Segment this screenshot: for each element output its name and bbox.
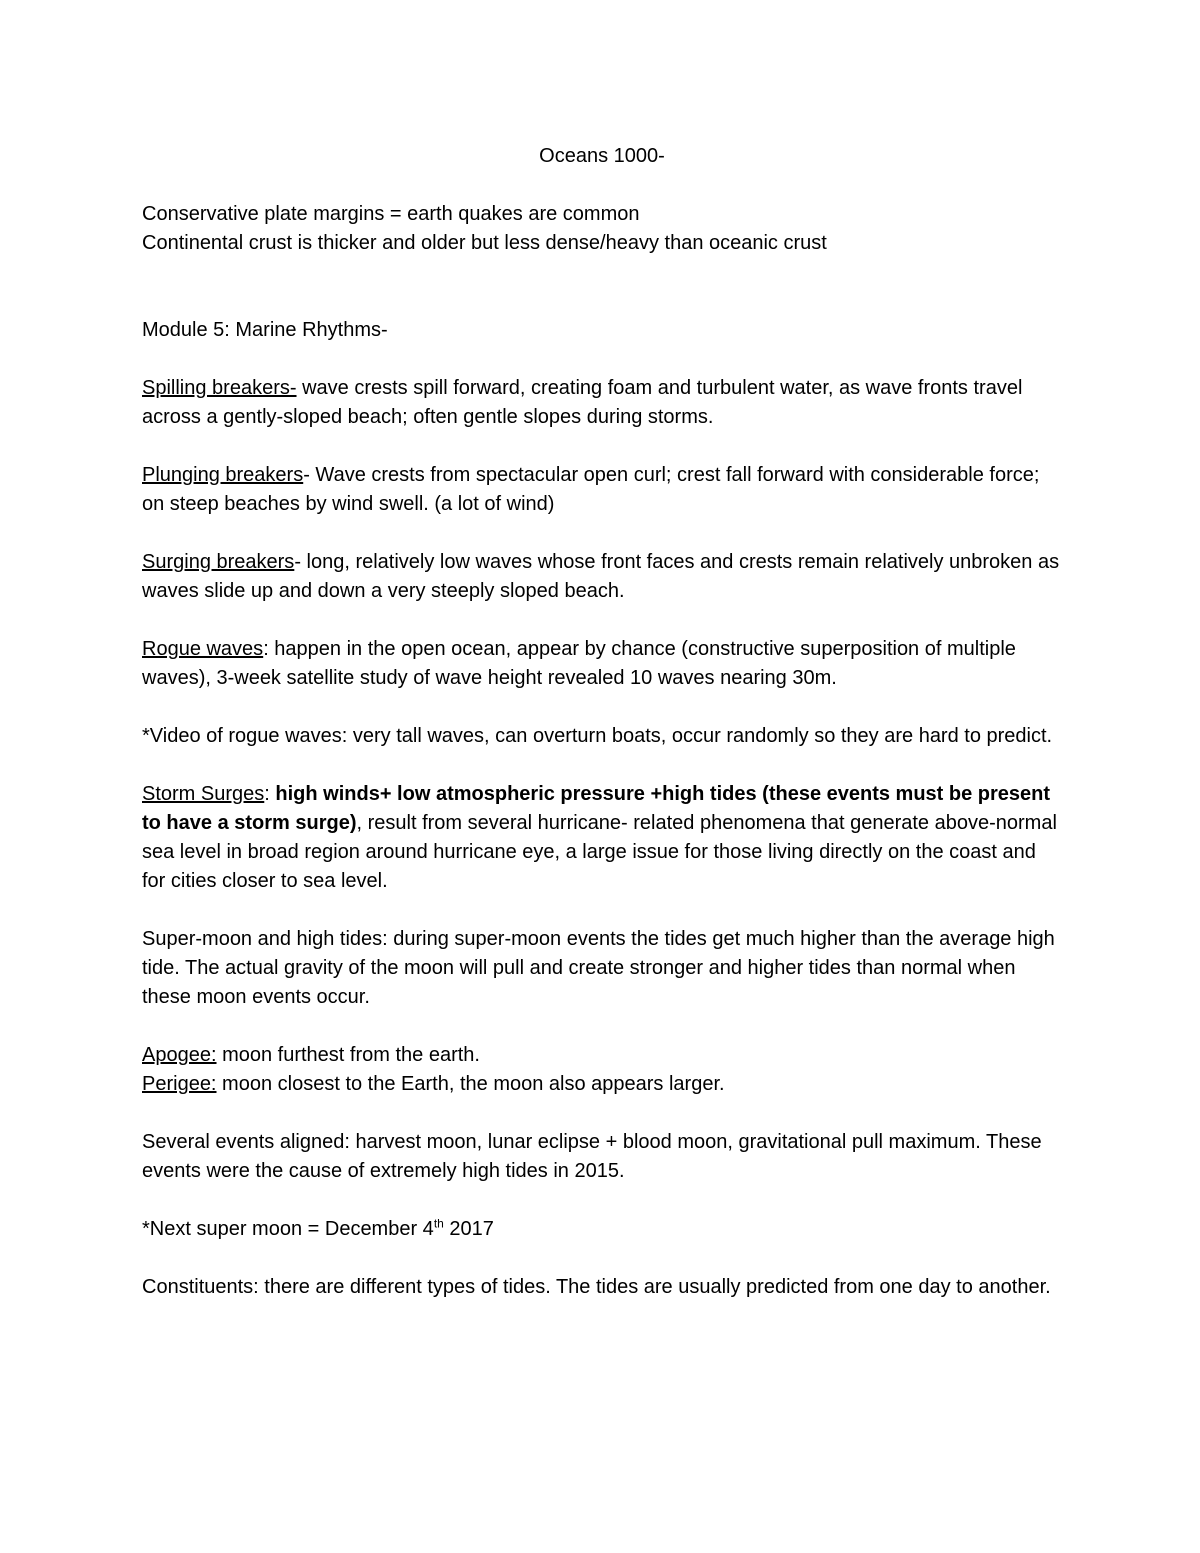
plunging-breakers-paragraph [142,461,1062,519]
next-super-moon-line [142,1215,1062,1244]
storm-surges-paragraph [142,780,1062,896]
surging-breakers-text: - long, relatively low waves whose front faces and crests remain relatively unbroken as waves slide up and down a very steeply sloped beach. [142,551,1060,602]
module-heading: Module 5: Marine Rhythms- [142,319,388,341]
next-super-moon-sup: th [433,1216,444,1231]
spilling-breakers-term: Spilling breakers- [142,377,297,399]
spilling-breakers-paragraph [142,374,1062,432]
constituents-paragraph: Constituents: there are different types of tides. The tides are usually predicted from one day to another. [142,1276,1051,1298]
apogee-text: moon furthest from the earth. [216,1044,480,1066]
spilling-breakers-text: wave crests spill forward, creating foam and turbulent water, as wave fronts travel across a gently-sloped beach; often gentle slopes during storms. [142,377,1023,428]
intro-line-2: Continental crust is thicker and older but less dense/heavy than oceanic crust [142,232,827,254]
surging-breakers-term: Surging breakers [142,551,295,573]
rogue-waves-text: : happen in the open ocean, appear by chance (constructive superposition of multiple waves), 3-week satellite study of wave height revealed 10 waves nearing 30m. [142,638,1016,689]
apogee-term: Apogee: [142,1044,217,1066]
perigee-term: Perigee: [142,1073,217,1095]
intro-line-1: Conservative plate margins = earth quakes are common [142,203,640,225]
document-content [142,142,1062,1302]
rogue-waves-paragraph [142,635,1062,693]
supermoon-paragraph: Super-moon and high tides: during super-moon events the tides get much higher than the average high tide. The actual gravity of the moon will pull and create stronger and higher tides than normal when these moon events occur. [142,928,1055,1008]
perigee-line [142,1070,1062,1099]
apogee-line [142,1041,1062,1070]
surging-breakers-paragraph [142,548,1062,606]
rogue-waves-term: Rogue waves [142,638,264,660]
next-super-moon-prefix: *Next super moon = December 4 [142,1218,434,1240]
storm-surges-term: Storm Surges [142,783,265,805]
plunging-breakers-term: Plunging breakers [142,464,304,486]
rogue-waves-video-note: *Video of rogue waves: very tall waves, can overturn boats, occur randomly so they are hard to predict. [142,725,1053,747]
next-super-moon-suffix: 2017 [443,1218,494,1240]
events-aligned-paragraph: Several events aligned: harvest moon, lunar eclipse + blood moon, gravitational pull maximum. These events were the cause of extremely high tides in 2015. [142,1131,1042,1182]
perigee-text: moon closest to the Earth, the moon also appears larger. [216,1073,725,1095]
storm-surges-bold-text: high winds+ low atmospheric pressure +high tides (these events must be present to have a storm surge) [142,783,1051,834]
plunging-breakers-text: - Wave crests from spectacular open curl; crest fall forward with considerable force; on steep beaches by wind swell. (a lot of wind) [142,464,1040,515]
document-title: Oceans 1000- [539,145,665,167]
storm-surges-colon: : [264,783,276,805]
storm-surges-text: , result from several hurricane- related phenomena that generate above-normal sea level in broad region around hurricane eye, a large issue for those living directly on the coast and for cities closer to sea level. [142,812,1057,892]
